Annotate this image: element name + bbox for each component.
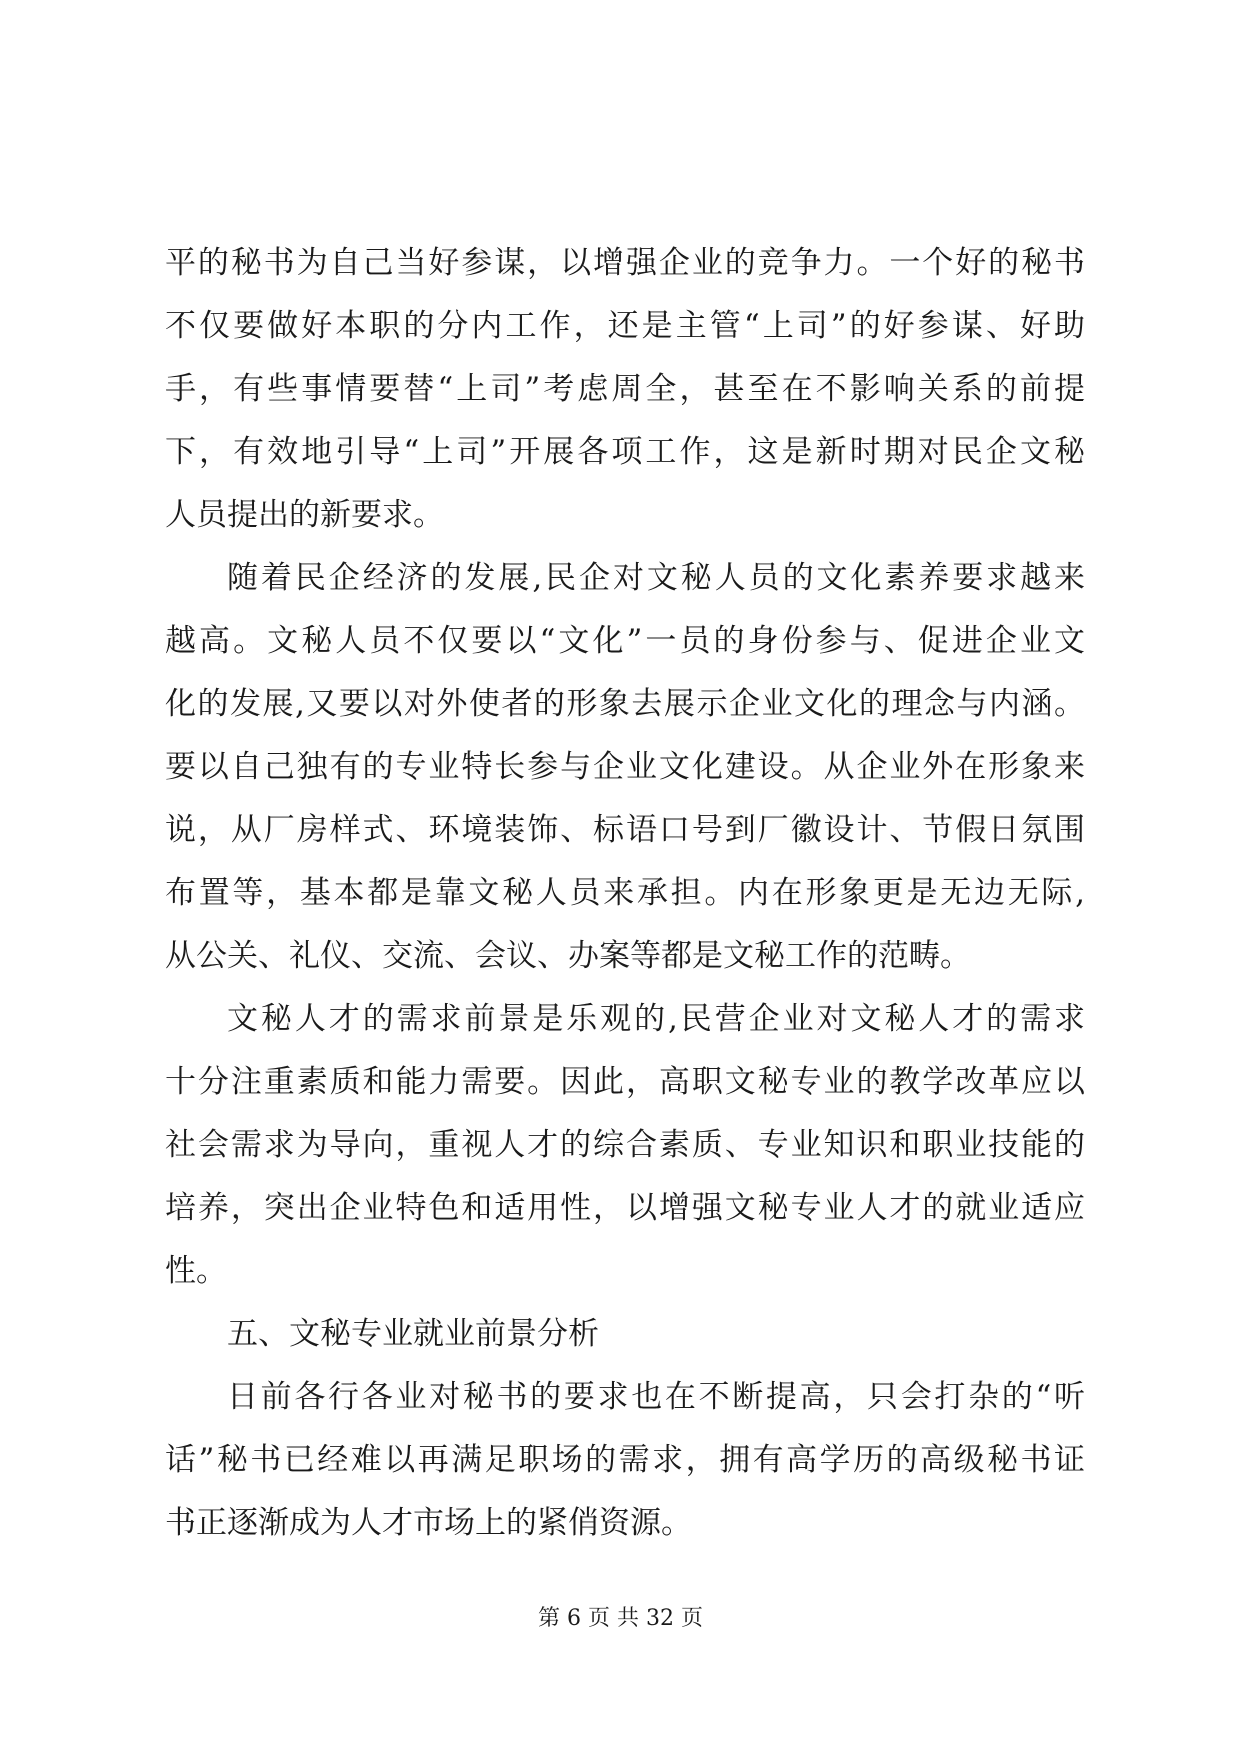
paragraph-line: 从公关、礼仪、交流、会议、办案等都是文秘工作的范畴。 [165,938,971,974]
paragraph-line: 话”秘书已经难以再满足职场的需求，拥有高学历的高级秘书证 [165,1442,1085,1478]
paragraph-line: 化的发展,又要以对外使者的形象去展示企业文化的理念与内涵。 [165,686,1085,722]
paragraph-line: 平的秘书为自己当好参谋，以增强企业的竞争力。一个好的秘书 [165,245,1085,281]
paragraph-line: 手，有些事情要替“上司”考虑周全，甚至在不影响关系的前提 [165,371,1085,407]
paragraph-line: 随着民企经济的发展,民企对文秘人员的文化素养要求越来 [227,560,1085,596]
page-number-footer: 第 6 页 共 32 页 [538,1606,703,1631]
paragraph-line: 不仅要做好本职的分内工作，还是主管“上司”的好参谋、好助 [165,308,1085,344]
paragraph-line: 越高。文秘人员不仅要以“文化”一员的身份参与、促进企业文 [165,623,1085,659]
paragraph-line: 布置等，基本都是靠文秘人员来承担。内在形象更是无边无际, [165,875,1085,911]
section-heading: 五、文秘专业就业前景分析 [227,1316,599,1352]
document-body [165,232,1085,1555]
paragraph-line: 人员提出的新要求。 [165,497,444,533]
paragraph-line: 培养，突出企业特色和适用性，以增强文秘专业人才的就业适应 [165,1190,1085,1226]
paragraph-line: 要以自己独有的专业特长参与企业文化建设。从企业外在形象来 [165,749,1085,785]
paragraph-line: 下，有效地引导“上司”开展各项工作，这是新时期对民企文秘 [165,434,1085,470]
paragraph-line: 性。 [165,1253,227,1289]
paragraph-line: 说，从厂房样式、环境装饰、标语口号到厂徽设计、节假日氛围 [165,812,1085,848]
paragraph-line: 书正逐渐成为人才市场上的紧俏资源。 [165,1505,692,1541]
paragraph-line: 十分注重素质和能力需要。因此，高职文秘专业的教学改革应以 [165,1064,1085,1100]
paragraph-line: 日前各行各业对秘书的要求也在不断提高，只会打杂的“听 [227,1379,1085,1415]
paragraph-line: 社会需求为导向，重视人才的综合素质、专业知识和职业技能的 [165,1127,1085,1163]
paragraph-line: 文秘人才的需求前景是乐观的,民营企业对文秘人才的需求 [227,1001,1085,1037]
